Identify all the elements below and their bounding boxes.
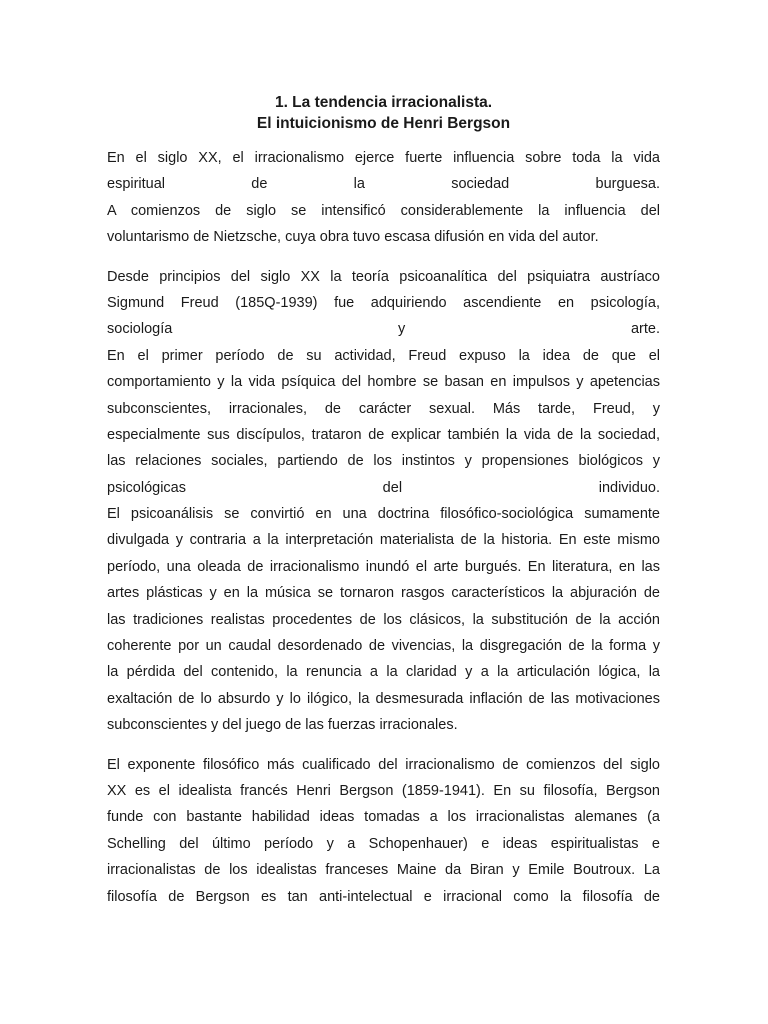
paragraph-line: artes plásticas y en la música se tornaron rasgos característicos la abjuración de [107,585,660,602]
paragraph-line: Desde principios del siglo XX la teoría psicoanalítica del psiquiatra austríaco [107,268,660,285]
paragraph-line: funde con bastante habilidad ideas tomadas a los irracionalistas alemanes (a [107,809,660,826]
paragraph-line: El exponente filosófico más cualificado del irracionalismo de comienzos del siglo [107,756,660,773]
title-line-1: 1. La tendencia irracionalista. [274,94,493,111]
paragraph-line: espiritual de la sociedad burguesa. [107,176,660,193]
paragraph-line: En el primer período de su actividad, Freud expuso la idea de que el [107,347,660,364]
paragraph-line: la pérdida del contenido, la renuncia a la claridad y a la articulación lógica, la [107,664,660,681]
paragraph-line: En el siglo XX, el irracionalismo ejerce fuerte influencia sobre toda la vida [107,150,660,166]
document-body [107,145,660,910]
paragraph-line: período, una oleada de irracionalismo inundó el arte burgués. En literatura, en las [107,558,660,575]
paragraph-line: Sigmund Freud (185Q-1939) fue adquiriendo ascendiente en psicología, [107,294,660,311]
paragraph-line: psicológicas del individuo. [107,479,660,496]
paragraph-line: las relaciones sociales, partiendo de los instintos y propensiones biológicos y [107,453,660,470]
paragraph-line: coherente por un caudal desordenado de vivencias, la disgregación de la forma y [107,638,660,655]
paragraph-line: divulgada y contraria a la interpretación materialista de la historia. En este mismo [107,532,660,549]
paragraph-line: comportamiento y la vida psíquica del hombre se basan en impulsos y apetencias [107,374,660,391]
paragraph-line: filosofía de Bergson es tan anti-intelectual e irracional como la filosofía de [107,888,660,905]
paragraph-line: las tradiciones realistas procedentes de los clásicos, la substitución de la acción [107,611,660,628]
paragraph-line: A comienzos de siglo se intensificó considerablemente la influencia del [107,202,660,219]
paragraph-line: irracionalistas de los idealistas franceses Maine da Biran y Emile Boutroux. La [107,862,660,879]
paragraph-line: exaltación de lo absurdo y lo ilógico, la desmesurada inflación de las motivaciones [107,690,660,707]
paragraph-line: especialmente sus discípulos, trataron de explicar también la vida de la sociedad, [107,426,660,443]
title-line-2: El intuicionismo de Henri Bergson [256,115,511,132]
paragraph [107,752,660,910]
paragraph-line: El psicoanálisis se convirtió en una doctrina filosófico-sociológica sumamente [107,506,660,523]
paragraph [107,264,660,739]
document-page [107,92,660,923]
paragraph-line: subconscientes, irracionales, de carácter sexual. Más tarde, Freud, y [107,400,660,417]
paragraph-line: sociología y arte. [107,321,660,338]
paragraph-line: Schelling del último período y a Schopenhauer) e ideas espiritualistas e [107,835,660,852]
paragraph-line: XX es el idealista francés Henri Bergson (1859-1941). En su filosofía, Bergson [107,782,660,799]
paragraph [107,145,660,251]
paragraph-line: voluntarismo de Nietzsche, cuya obra tuvo escasa difusión en vida del autor. [107,229,599,246]
document-title [107,92,660,134]
paragraph-line: subconscientes y del juego de las fuerzas irracionales. [107,717,458,734]
